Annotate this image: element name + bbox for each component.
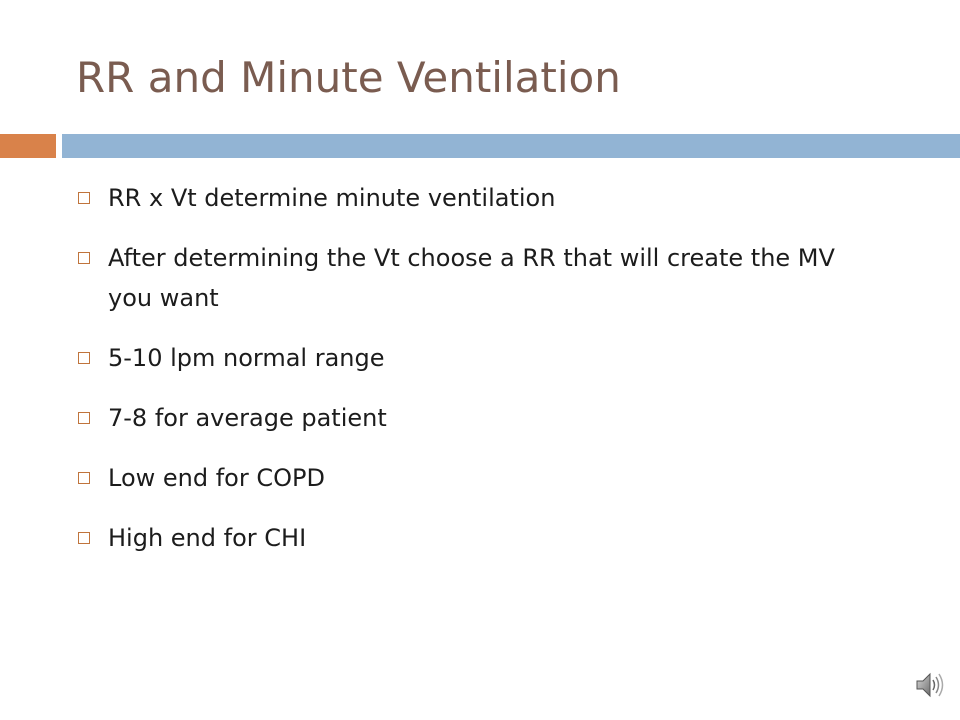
bullet-item — [76, 458, 866, 498]
square-bullet-icon — [78, 472, 90, 484]
bullet-item — [76, 398, 866, 438]
bullet-item — [76, 338, 866, 378]
bullet-text: Low end for COPD — [108, 464, 325, 492]
square-bullet-icon — [78, 352, 90, 364]
square-bullet-icon — [78, 252, 90, 264]
square-bullet-icon — [78, 192, 90, 204]
bullet-text: RR x Vt determine minute ventilation — [108, 184, 556, 212]
square-bullet-icon — [78, 532, 90, 544]
accent-bar-right — [62, 134, 960, 158]
slide-title: RR and Minute Ventilation — [76, 53, 621, 102]
bullet-text: After determining the Vt choose a RR that will create the MV you want — [108, 244, 835, 312]
bullet-item — [76, 178, 866, 218]
speaker-icon[interactable] — [914, 670, 944, 700]
bullet-text: 5-10 lpm normal range — [108, 344, 385, 372]
bullet-list — [76, 178, 866, 578]
bullet-item — [76, 518, 866, 558]
accent-bar-left — [0, 134, 56, 158]
bullet-text: 7-8 for average patient — [108, 404, 387, 432]
bullet-text: High end for CHI — [108, 524, 307, 552]
square-bullet-icon — [78, 412, 90, 424]
bullet-item — [76, 238, 866, 318]
